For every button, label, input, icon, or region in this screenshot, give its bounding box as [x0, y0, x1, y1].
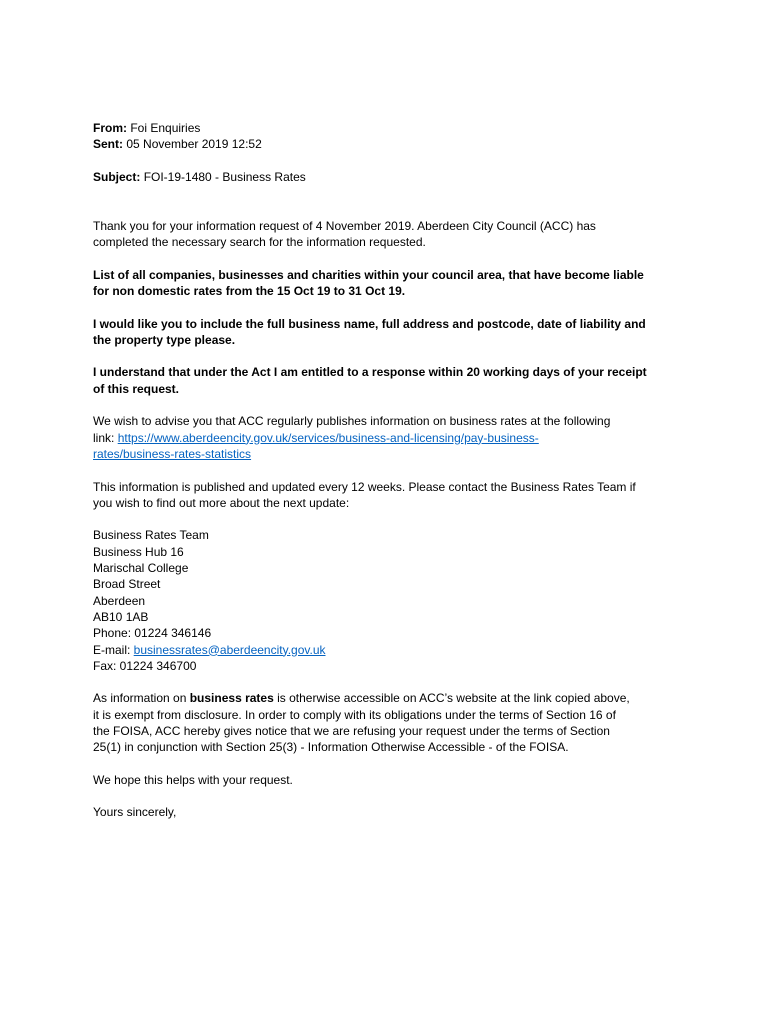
subject-label: Subject:: [93, 169, 141, 184]
email-link[interactable]: businessrates@aberdeencity.gov.uk: [133, 642, 326, 657]
closing-paragraph: [93, 772, 683, 788]
advise-paragraph: [93, 413, 683, 462]
advise-link-line: [93, 430, 683, 446]
request-line: of this request.: [93, 381, 180, 396]
email-document: [93, 120, 683, 821]
exemption-line: [93, 690, 683, 706]
address-postcode: AB10 1AB: [93, 609, 149, 624]
published-paragraph: [93, 479, 683, 512]
intro-line: completed the necessary search for the information requested.: [93, 235, 426, 250]
published-line: This information is published and updated every 12 weeks. Please contact the Business Rates Team if: [93, 479, 636, 494]
exemption-bold-text: business rates: [189, 691, 274, 706]
advise-line: We wish to advise you that ACC regularly publishes information on business rates at the following: [93, 414, 611, 429]
request-line: the property type please.: [93, 332, 236, 347]
intro-paragraph: [93, 218, 683, 251]
exemption-text: is otherwise accessible on ACC’s website at the link copied above,: [273, 691, 630, 706]
address-fax: Fax: 01224 346700: [93, 658, 197, 673]
request-line: I would like you to include the full business name, full address and postcode, date of liability and: [93, 316, 646, 331]
request-line: List of all companies, businesses and charities within your council area, that have become liable: [93, 267, 644, 282]
address-phone: Phone: 01224 346146: [93, 626, 212, 641]
address-team: Business Rates Team: [93, 528, 209, 543]
exemption-line: the FOISA, ACC hereby gives notice that we are refusing your request under the terms of Section: [93, 723, 610, 738]
intro-line: Thank you for your information request of 4 November 2019. Aberdeen City Council (ACC) has: [93, 218, 596, 233]
statistics-link[interactable]: https://www.aberdeencity.gov.uk/services/business-and-licensing/pay-business-: [117, 430, 539, 445]
published-line: you wish to find out more about the next update:: [93, 495, 350, 510]
request-line: for non domestic rates from the 15 Oct 19 to 31 Oct 19.: [93, 283, 406, 298]
hope-line: We hope this helps with your request.: [93, 772, 293, 787]
exemption-text: As information on: [93, 691, 190, 706]
address-city: Aberdeen: [93, 593, 146, 608]
contact-address: [93, 527, 683, 674]
address-building: Marischal College: [93, 561, 189, 576]
address-email-line: [93, 642, 683, 658]
sent-value: 05 November 2019 12:52: [126, 137, 262, 152]
signoff: [93, 804, 683, 820]
exemption-line: it is exempt from disclosure. In order to comply with its obligations under the terms of Section 16 of: [93, 707, 616, 722]
statistics-link-continued[interactable]: rates/business-rates-statistics: [93, 446, 252, 461]
email-label: E-mail:: [93, 642, 134, 657]
subject-value: FOI-19-1480 - Business Rates: [143, 169, 306, 184]
from-line: [93, 120, 683, 136]
email-header: [93, 120, 683, 185]
signoff-line: Yours sincerely,: [93, 805, 177, 820]
advise-link-line-2: [93, 446, 683, 462]
exemption-paragraph: [93, 690, 683, 755]
from-label: From:: [93, 121, 127, 135]
sent-line: [93, 136, 683, 152]
request-paragraph-3: [93, 364, 683, 397]
subject-line: [93, 169, 683, 185]
sent-label: Sent:: [93, 137, 123, 152]
address-hub: Business Hub 16: [93, 544, 184, 559]
address-street: Broad Street: [93, 577, 161, 592]
exemption-line: 25(1) in conjunction with Section 25(3) - Information Otherwise Accessible - of the FOISA.: [93, 740, 569, 755]
request-line: I understand that under the Act I am entitled to a response within 20 working days of your receipt: [93, 365, 647, 380]
link-prefix: link:: [93, 430, 118, 445]
request-paragraph-2: [93, 316, 683, 349]
request-paragraph-1: [93, 267, 683, 300]
from-value: Foi Enquiries: [130, 121, 201, 135]
